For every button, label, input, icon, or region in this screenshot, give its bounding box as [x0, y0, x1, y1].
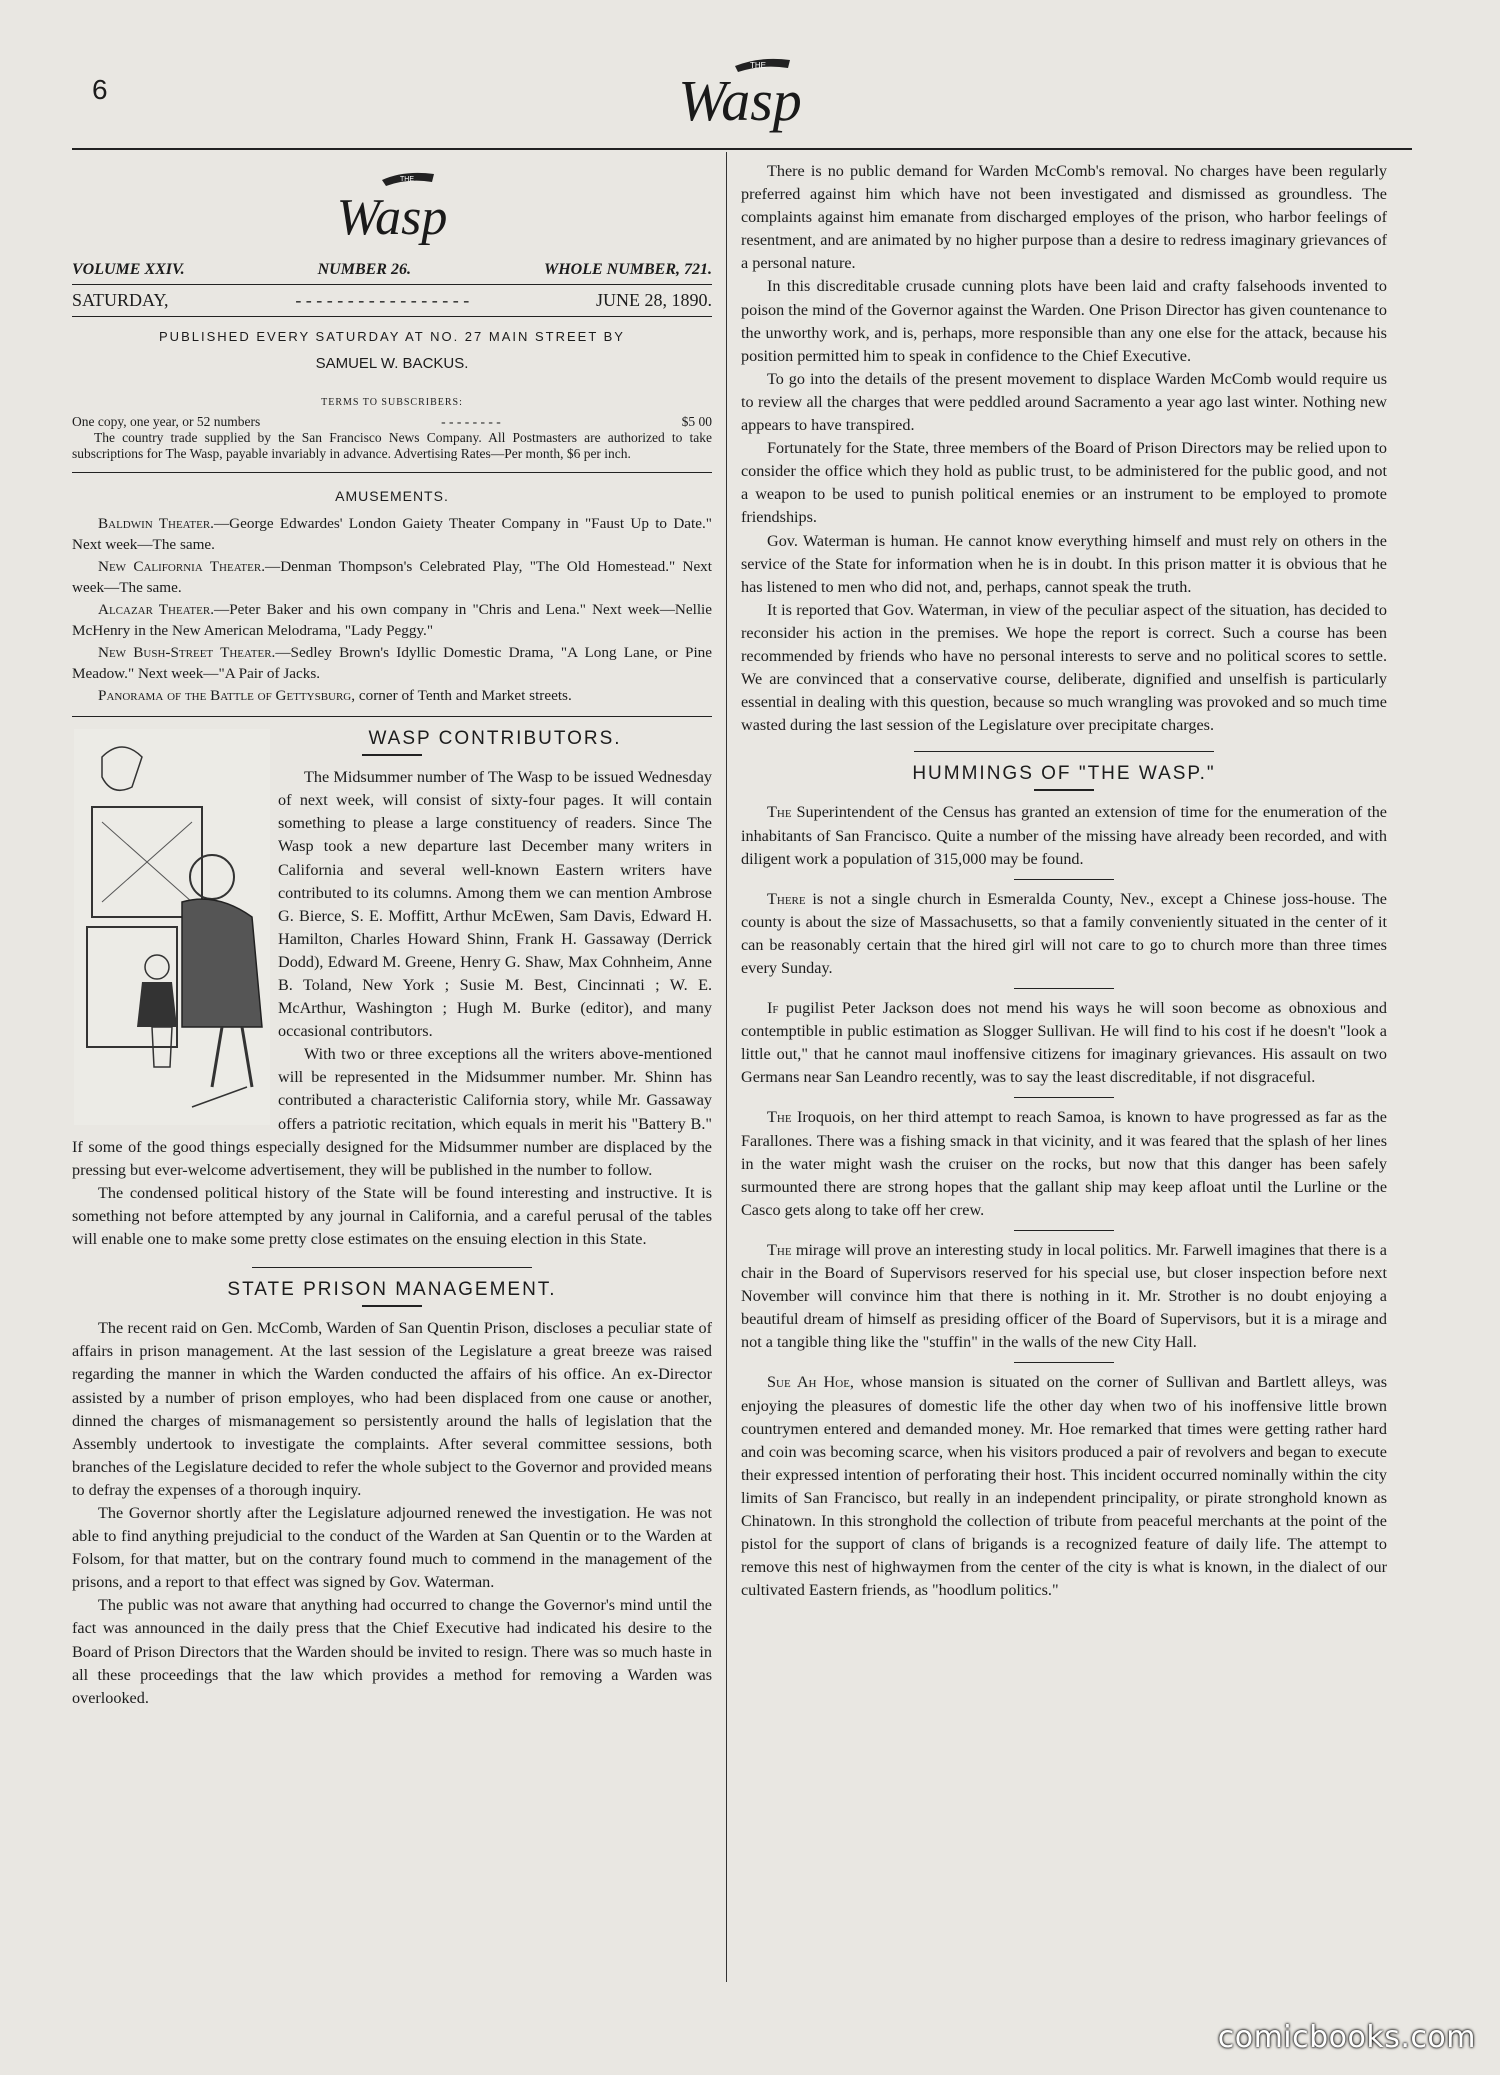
volume: VOLUME XXIV.: [72, 261, 185, 278]
contributors-paragraph: The Midsummer number of The Wasp to be issued Wednesday of next week, will consist of sixty-four pages. It will contain something to please a large constituency of readers. Since The Wasp took a new departure last December many writers in California and several well-known Eastern writers have contributed to its columns. Among them we can mention Ambrose G. Bierce, S. E. Moffitt, Arthur McEwen, Sam Davis, Edward H. Hamilton, Charles Howard Shinn, Frank H. Gassaway (Derrick Dodd), Edward M. Greene, Henry G. Shaw, Max Cohnheim, Anne B. Toland, New York ; Susie M. Best, Cincinnati ; W. E. McArthur, Washington ; Hugh M. Burke (editor), and many occasional contributors.: [278, 768, 712, 1041]
whole-number: WHOLE NUMBER, 721.: [543, 261, 712, 278]
prison-title: STATE PRISON MANAGEMENT.: [227, 1279, 557, 1301]
amusements-title: AMUSEMENTS.: [335, 488, 449, 505]
humming-item: There is not a single church in Esmeralda County, Nev., except a Chinese joss-house. The county is about the size of Massachusetts, so that a family conveniently situated in the center of it can be reasonably certain that the hired girl will not care to go to church more than three times every Sunday.: [741, 889, 1387, 977]
terms-price: $5 00: [681, 414, 712, 430]
prison-paragraph: The Governor shortly after the Legislature adjourned renewed the investigation. He was not able to find anything prejudicial to the conduct of the Warden at San Quentin or to the Warden at Folsom, for that matter, but on the contrary found much to commend in the management of the prisons, and a report to that effect was signed by Gov. Waterman.: [72, 1503, 712, 1592]
amusement-item: Alcazar Theater.—Peter Baker and his own company in "Chris and Lena." Next week—Nellie McHenry in the New American Melodrama, "Lady Peggy.": [72, 600, 713, 640]
contributors-section: [72, 727, 712, 1251]
terms-price-row: [72, 414, 712, 430]
amusements-list: [72, 513, 712, 707]
humming-item: The Superintendent of the Census has granted an extension of time for the enumeration of the inhabitants of San Francisco. Quite a number of the missing have already been recorded, and with diligent work a population of 315,000 may be found.: [741, 803, 1387, 868]
svg-text:THE: THE: [750, 61, 766, 70]
day: SATURDAY,: [72, 290, 169, 311]
divider: [72, 472, 712, 473]
section-rule: [252, 1267, 532, 1268]
section-rule: [914, 751, 1214, 752]
humming-item: The Iroquois, on her third attempt to reach Samoa, is known to have progressed as far as the Farallones. There was a fishing smack in that vicinity, and it was feared that the splash of her lines in the water might wash the cruiser on the rocks, but now that this danger has been safely surmounted there are strong hopes that the gallant ship may keep afloat until the Lurline or the Casco gets along to take off her crew.: [741, 1108, 1387, 1219]
right-column: [741, 160, 1387, 1602]
cartoon-illustration: [72, 727, 272, 1127]
volume-line: [72, 258, 712, 285]
top-rule: [72, 148, 1412, 150]
column-divider: [726, 152, 727, 1982]
item-rule: [1014, 1362, 1114, 1363]
issue-date: JUNE 28, 1890.: [595, 290, 712, 311]
humming-item: The mirage will prove an interesting study in local politics. Mr. Farwell imagines that there is a chair in the Board of Supervisors reserved for his special use, but closer inspection before next November will convince him that there is nothing in it. Mr. Strother is no doubt enjoying a beautiful dream of himself as presiding officer of the Board of Supervisors, but it is a mirage and not a tangible thing like the "stuffin" in the walls of the new City Hall.: [741, 1240, 1387, 1352]
prison-paragraph: In this discreditable crusade cunning plots have been laid and crafty falsehoods invented to poison the mind of the Governor against the Warden. One Prison Director has given countenance to the unworthy work, and is, perhaps, more responsible than any one else for the attack, because his position permitted him to speak in confidence to the Chief Executive.: [741, 277, 1387, 365]
published-line: PUBLISHED EVERY SATURDAY AT NO. 27 MAIN STREET BY: [159, 329, 625, 345]
terms-line: One copy, one year, or 52 numbers: [72, 414, 261, 430]
prison-paragraph: It is reported that Gov. Waterman, in view of the peculiar aspect of the situation, has decided to reconsider his action in the premises. We hope the report is correct. Such a course has been recommended by friends who have no personal interests to serve and no political scores to settle. We are convinced that a conservative course, deliberate, dignified and unselfish is particularly essential in dealing with this question, because so much wrangling was provoked and so much time wasted during the last session of the Legislature over precipitate charges.: [741, 600, 1387, 735]
humming-item: Sue Ah Hoe, whose mansion is situated on the corner of Sullivan and Bartlett alleys, was enjoying the pleasures of domestic life the other day when two of his inoffensive little brown countrymen entered and demanded money. Mr. Hoe remarked that times were getting rather hard and coin was becoming scarce, when his visitors produced a pair of revolvers and began to execute their expressed intention of perforating their host. This incident occurred nominally within the city limits of San Francisco, but really in an independent principality, or pirate stronghold known as Chinatown. In this stronghold the collection of tribute from peaceful merchants at the point of the pistol for the support of clans of brigands is a recognized feature of daily life. The attempt to remove this nest of highwaymen from the center of the city is what is known, in the dialect of our cultivated Eastern friends, as "hoodlum politics.": [741, 1373, 1387, 1600]
title-rule: [362, 754, 422, 756]
prison-paragraph: The recent raid on Gen. McComb, Warden of San Quentin Prison, discloses a peculiar state of affairs in prison management. At the last session of the Legislature a great breeze was raised regarding the manner in which the Warden conducted the affairs of his office. An ex-Director assisted by a number of prison employes, who had been displaced from one cause or another, dinned the charges of mismanagement so persistently around the halls of legislation that the Assembly undertook to investigate the complaints. After several committee sessions, both branches of the Legislature decided to refer the whole subject to the Governor and provided means to defray the expenses of a thorough inquiry.: [72, 1319, 712, 1499]
watermark-logo: comicbooks.com: [1217, 2020, 1476, 2055]
left-column: [72, 160, 712, 1710]
amusement-item: New California Theater.—Denman Thompson's Celebrated Play, "The Old Homestead." Next week—The same.: [72, 557, 712, 597]
issue-number: NUMBER 26.: [317, 261, 411, 278]
contributors-paragraph: The condensed political history of the State will be found interesting and instructive. It is something not before attempted by any journal in California, and a careful perusal of the tables will enable one to make some pretty close estimates on the ensuing election in this State.: [72, 1183, 712, 1249]
svg-text:Wasp: Wasp: [678, 68, 802, 133]
prison-paragraph: To go into the details of the present movement to displace Warden McComb would require us to review all the charges that were peddled around Sacramento a year ago last winter. Nothing new appears to have transpired.: [741, 369, 1387, 435]
terms-heading: TERMS TO SUBSCRIBERS:: [321, 397, 463, 409]
editorial-logo: [312, 164, 472, 256]
terms-dots: - - - - - - - -: [441, 414, 501, 430]
item-rule: [1014, 1097, 1114, 1098]
hummings-title: HUMMINGS OF "THE WASP.": [912, 763, 1216, 785]
prison-paragraph: Fortunately for the State, three members of the Board of Prison Directors may be relied upon to consider the office which they hold as public trust, to be administered for the public good, and not a weapon to be used to punish political enemies or an instrument to be employed to promote friendships.: [741, 439, 1387, 527]
contributors-title: WASP CONTRIBUTORS.: [368, 728, 622, 750]
item-rule: [1014, 1230, 1114, 1231]
item-rule: [1014, 879, 1114, 880]
prison-paragraph: There is no public demand for Warden McComb's removal. No charges have been regularly preferred against him which have not been investigated and dismissed as groundless. The complaints against him emanate from discharged employes of the prison, who harbor feelings of resentment, and are animated by no higher purpose than a desire to redress imaginary grievances of a personal nature.: [741, 162, 1387, 273]
contributors-paragraph: With two or three exceptions all the writers above-mentioned will be represented in the Midsummer number. Mr. Shinn has contributed a characteristic California story, while Mr. Gassaway offers a patriotic recitation, which equals in merit his "Battery B." If some of the good things especially designed for the Midsummer number are displaced by the pressing but ever-welcome advertisement, they will be published in the number to follow.: [72, 1045, 712, 1179]
masthead-logo: [640, 48, 840, 138]
title-rule: [362, 1305, 422, 1307]
prison-paragraph: The public was not aware that anything had occurred to change the Governor's mind until the fact was announced in the daily press that the Chief Executive had indicated his desire to the Board of Prison Directors that the Warden should be invited to resign. There was so much haste in all these proceedings that the law which provides a method for removing a Warden was overlooked.: [72, 1596, 712, 1707]
svg-text:THE: THE: [400, 176, 414, 183]
amusement-item: Panorama of the Battle of Gettysburg, corner of Tenth and Market streets.: [98, 686, 572, 704]
humming-item: If pugilist Peter Jackson does not mend his ways he will soon become as obnoxious and contemptible in public estimation as Slogger Sullivan. He will find to his cost if he doesn't "look a little out," that he cannot maul inoffensive citizens for imaginary grievances. His assault on two Germans near San Leandro recently, was to say the least discreditable, if not disgraceful.: [741, 999, 1387, 1087]
amusement-item: New Bush-Street Theater.—Sedley Brown's Idyllic Domestic Drama, "A Long Lane, or Pine Meadow." Next week—"A Pair of Jacks.: [72, 643, 713, 683]
divider: [72, 716, 712, 717]
amusement-item: Baldwin Theater.—George Edwardes' London Gaiety Theater Company in "Faust Up to Date." Next week—The same.: [72, 514, 712, 554]
terms-text: The country trade supplied by the San Francisco News Company. All Postmasters are authorized to take subscriptions for The Wasp, payable invariably in advance. Advertising Rates—Per month, $6 per inch.: [72, 430, 712, 462]
page-number: 6: [92, 74, 108, 105]
date-line: [72, 285, 712, 317]
date-dots: - - - - - - - - - - - - - - - - -: [295, 290, 470, 311]
prison-paragraph: Gov. Waterman is human. He cannot know everything himself and must rely on others in the service of the State for information when he is in doubt. In this prison matter it is obvious that he has listened to men who did not, and, perhaps, cannot speak the truth.: [741, 531, 1387, 596]
svg-text:Wasp: Wasp: [336, 189, 448, 246]
terms-block: [72, 414, 712, 462]
item-rule: [1014, 988, 1114, 989]
publisher-name: SAMUEL W. BACKUS.: [315, 355, 469, 373]
title-rule: [1034, 789, 1094, 791]
